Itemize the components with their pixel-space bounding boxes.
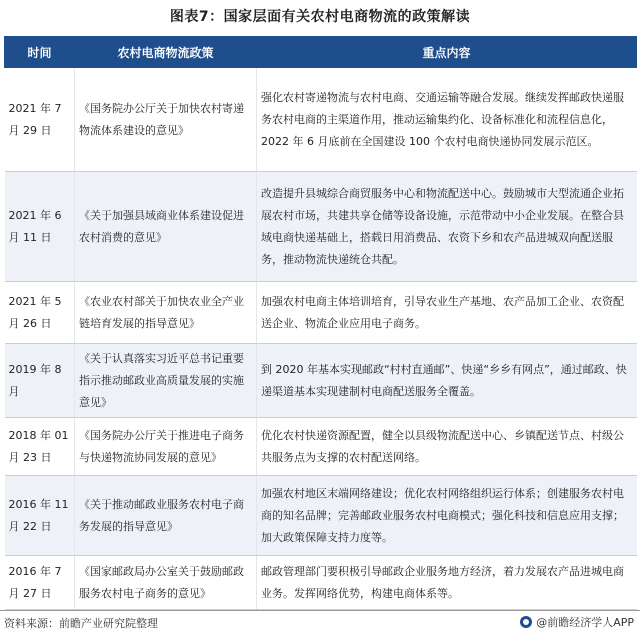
- row-content: 优化农村快递资源配置，健全以县级物流配送中心、乡镇配送节点、村级公共服务点为支撑的农村配送网络。: [257, 418, 637, 476]
- row-date: 2021 年 7 月 29 日: [5, 68, 75, 172]
- row-policy: 《国务院办公厅关于加快农村寄递物流体系建设的意见》: [75, 68, 257, 172]
- row-policy: 《国家邮政局办公室关于鼓励邮政服务农村电子商务的意见》: [75, 556, 257, 610]
- row-date: 2016 年 7 月 27 日: [5, 556, 75, 610]
- row-content: 加强农村电商主体培训培育，引导农业生产基地、农产品加工企业、农资配送企业、物流企业应用电子商务。: [257, 282, 637, 344]
- row-date: 2016 年 11 月 22 日: [5, 476, 75, 556]
- footer: [0, 610, 640, 635]
- row-content: 改造提升县城综合商贸服务中心和物流配送中心。鼓励城市大型流通企业拓展农村市场，共建共享仓储等设备设施，示范带动中小企业发展。在整合县域电商快递基础上，搭载日用消费品、农资下乡和农产品进城双向配送服务，推动物流快递统仓共配。: [257, 172, 637, 282]
- row-policy: 《关于加强县域商业体系建设促进农村消费的意见》: [75, 172, 257, 282]
- row-content: 强化农村寄递物流与农村电商、交通运输等融合发展。继续发挥邮政快递服务农村电商的主渠道作用，推动运输集约化、设备标准化和流程信息化，2022 年 6 月底前在全国建设 100 个农村电商快递协同发展示范区。: [257, 68, 637, 172]
- row-policy: 《国务院办公厅关于推进电子商务与快递物流协同发展的意见》: [75, 418, 257, 476]
- header-content: 重点内容: [257, 37, 637, 68]
- header-policy: 农村电商物流政策: [75, 37, 257, 68]
- row-date: 2019 年 8 月: [5, 344, 75, 418]
- policy-table: [4, 36, 637, 610]
- table-row: [5, 344, 637, 418]
- table-row: [5, 282, 637, 344]
- table-row: [5, 172, 637, 282]
- table-row: [5, 68, 637, 172]
- row-date: 2021 年 6 月 11 日: [5, 172, 75, 282]
- row-policy: 《关于推动邮政业服务农村电子商务发展的指导意见》: [75, 476, 257, 556]
- header-date: 时间: [5, 37, 75, 68]
- row-policy: 《关于认真落实习近平总书记重要指示推动邮政业高质量发展的实施意见》: [75, 344, 257, 418]
- table-row: [5, 418, 637, 476]
- chart-title: 图表7：国家层面有关农村电商物流的政策解读: [169, 9, 471, 25]
- row-content: 加强农村地区末端网络建设；优化农村网络组织运行体系；创建服务农村电商的知名品牌；完善邮政业服务农村电商模式；强化科技和信息应用支撑；加大政策保障支持力度等。: [257, 476, 637, 556]
- row-date: 2018 年 01 月 23 日: [5, 418, 75, 476]
- row-date: 2021 年 5 月 26 日: [5, 282, 75, 344]
- table-header-row: [5, 37, 637, 68]
- brand-label: @前瞻经济学人APP: [536, 616, 634, 629]
- row-policy: 《农业农村部关于加快农业全产业链培育发展的指导意见》: [75, 282, 257, 344]
- table-row: [5, 476, 637, 556]
- qianzhan-logo-icon: [520, 616, 532, 628]
- brand-credit: [520, 614, 634, 630]
- source-note: 资料来源：前瞻产业研究院整理: [4, 617, 158, 630]
- row-content: 到 2020 年基本实现邮政“村村直通邮”、快递“乡乡有网点”，通过邮政、快递渠道基本实现建制村电商配送服务全覆盖。: [257, 344, 637, 418]
- row-content: 邮政管理部门要积极引导邮政企业服务地方经济，着力发展农产品进城电商业务。发挥网络优势，构建电商体系等。: [257, 556, 637, 610]
- table-row: [5, 556, 637, 610]
